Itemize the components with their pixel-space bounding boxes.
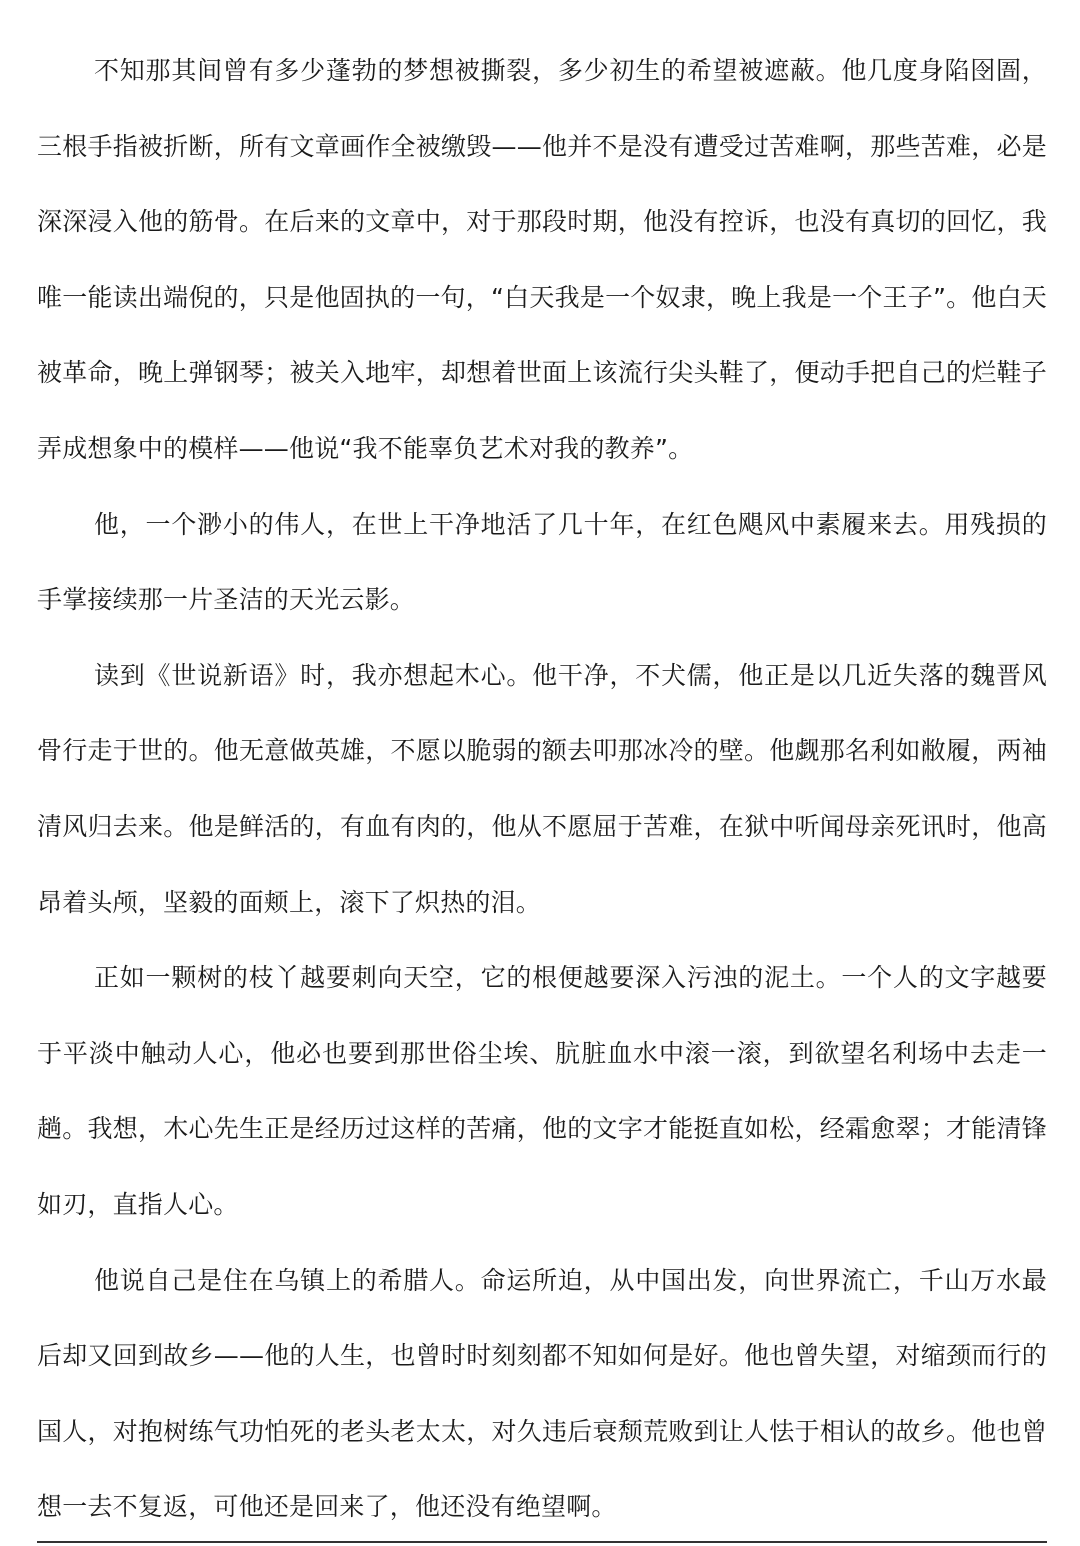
paragraph-4: 正如一颗树的枝丫越要刺向天空，它的根便越要深入污浊的泥土。一个人的文字越要于平淡中触动人心，他必也要到那世俗尘埃、肮脏血水中滚一滚，到欲望名利场中去走一趟。我想，木心先生正是经历过这样的苦痛，他的文字才能挺直如松，经霜愈翠；才能清锋如刃，直指人心。 bbox=[37, 963, 1047, 1219]
paragraph-3: 读到《世说新语》时，我亦想起木心。他干净，不犬儒，他正是以几近失落的魏晋风骨行走于世的。他无意做英雄，不愿以脆弱的额去叩那冰冷的壁。他觑那名利如敝履，两袖清风归去来。他是鲜活的，有血有肉的，他从不愿屈于苦难，在狱中听闻母亲死讯时，他高昂着头颅，坚毅的面颊上，滚下了炽热的泪。 bbox=[37, 660, 1047, 917]
article-body bbox=[37, 33, 1047, 1545]
paragraph-5: 他说自己是住在乌镇上的希腊人。命运所迫，从中国出发，向世界流亡，千山万水最后却又回到故乡——他的人生，也曾时时刻刻都不知如何是好。他也曾失望，对缩颈而行的国人，对抱树练气功怕死的老头老太太，对久违后衰颓荒败到让人怯于相认的故乡。他也曾想一去不复返，可他还是回来了，他还没有绝望啊。 bbox=[37, 1265, 1047, 1522]
paragraph-2: 他，一个渺小的伟人，在世上干净地活了几十年，在红色飓风中素履来去。用残损的手掌接续那一片圣洁的天光云影。 bbox=[37, 509, 1047, 615]
paragraph-1: 不知那其间曾有多少蓬勃的梦想被撕裂，多少初生的希望被遮蔽。他几度身陷囹圄，三根手指被折断，所有文章画作全被缴毁——他并不是没有遭受过苦难啊，那些苦难，必是深深浸入他的筋骨。在后来的文章中，对于那段时期，他没有控诉，也没有真切的回忆，我唯一能读出端倪的，只是他固执的一句，“白天我是一个奴隶，晚上我是一个王子”。他白天被革命，晚上弹钢琴；被关入地牢，却想着世面上该流行尖头鞋了，便动手把自己的烂鞋子弄成想象中的模样——他说“我不能辜负艺术对我的教养”。 bbox=[37, 56, 1047, 463]
bottom-divider bbox=[37, 1541, 1047, 1543]
